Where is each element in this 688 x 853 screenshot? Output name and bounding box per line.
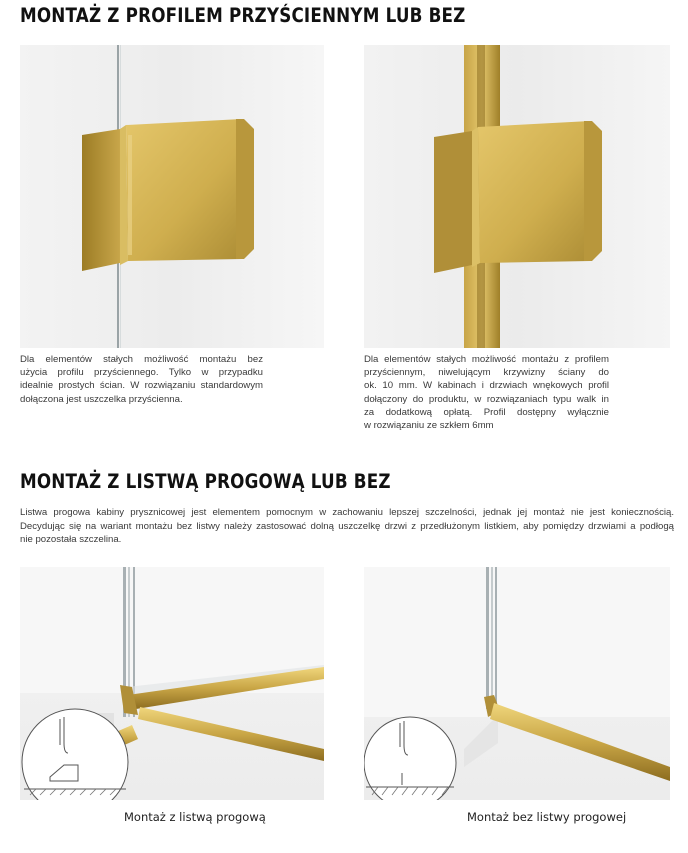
threshold-intro: [20, 506, 674, 547]
section-title-profile: MONTAŻ Z PROFILEM PRZYŚCIENNYM LUB BEZ: [20, 4, 466, 27]
caption-with-threshold: Montaż z listwą progową: [124, 810, 266, 824]
intro-line: Decydując się na wariant montażu bez listwy należy zastosować dolną uszczelkę drzwi z przedłużonym listkiem, aby pomiędzy drzwiami a podłogą: [20, 520, 674, 532]
photo-with-threshold: [20, 567, 324, 800]
intro-line: nie pozostała szczelina.: [20, 534, 122, 545]
left-desc-line: idealnie prostych ścian. W rozwiązaniu standardowym: [20, 380, 263, 392]
right-desc-line: ok. 10 mm. W kabinach i drzwiach wnękowych profil: [364, 380, 609, 392]
caption-without-threshold: Montaż bez listwy progowej: [467, 810, 627, 824]
intro-line: Listwa progowa kabiny prysznicowej jest elementem pomocnym w zachowaniu lepszej szczelności, jednak jej montaż nie jest koniecznością.: [20, 507, 674, 518]
right-desc-line: dołączony do produktu, w rozwiązaniach typu walk in: [364, 393, 609, 405]
right-desc-line: w rozwiązaniu ze szkłem 6mm: [364, 420, 494, 432]
right-desc-line: przyściennym, niwelującym krzywizny ściany do: [364, 367, 609, 379]
right-desc-line: Dla elementów stałych możliwość montażu z profilem: [364, 354, 609, 365]
left-desc-line: Dla elementów stałych możliwość montażu bez: [20, 354, 263, 365]
photo-without-threshold: [364, 567, 670, 800]
left-desc-line: użycia profilu przyściennego. Tylko w przypadku: [20, 367, 263, 379]
right-description: [364, 353, 609, 432]
right-desc-line: za dodatkową opłatą. Profil dostępny wyłącznie: [364, 406, 609, 418]
photo-hinge-with-profile: [364, 45, 670, 348]
left-description: [20, 353, 263, 406]
photo-hinge-without-profile: [20, 45, 324, 348]
left-desc-line: dołączona jest uszczelka przyścienna.: [20, 393, 183, 405]
section-title-threshold: MONTAŻ Z LISTWĄ PROGOWĄ LUB BEZ: [20, 470, 391, 493]
